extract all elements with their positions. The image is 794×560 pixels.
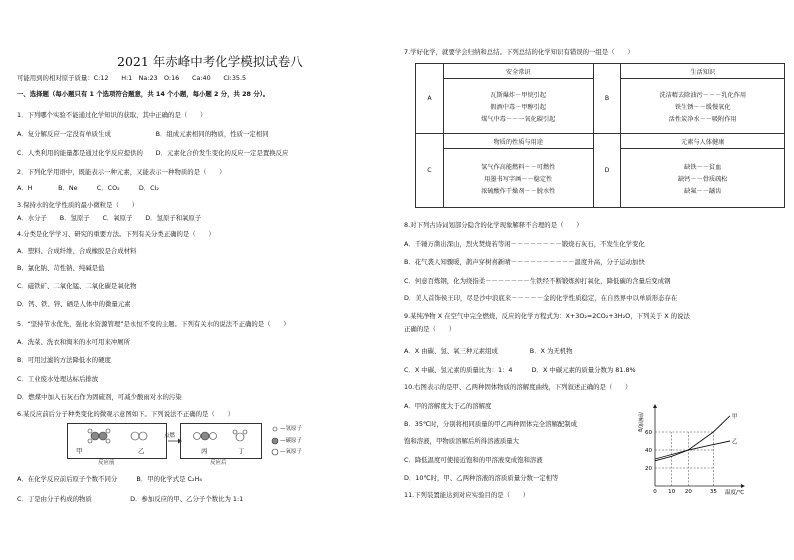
legend-c: —碳原子 <box>280 438 303 444</box>
series-line <box>655 416 730 461</box>
b-head: 生活知识 <box>621 64 785 79</box>
left-line: A．H B．Ne C．CO₂ D．Cl₂ <box>17 184 159 192</box>
right-line: A．千锤万凿出深山，烈火焚烧若等闲－－－－－－－－锻烧石灰石，不发生化学变化 <box>404 240 645 248</box>
left-line: 1．下列哪个实验不能通过化学知识的获取，其中正确的是（ ） <box>17 111 207 119</box>
right-line: C．降低温度可使接近饱和的甲溶液变成饱和溶液 <box>404 456 543 464</box>
left-line: 3.保持水的化学性质的最小微粒是（ ） <box>17 201 139 209</box>
right-line: D．美人首饰侯王印，尽是沙中浪底来－－－－－金的化学性质稳定，在自然界中以单质形态存在 <box>404 294 678 302</box>
right-line: 8.对下列古诗词划部分隐含的化学现象解释不合理的是（ ） <box>404 221 583 229</box>
a-line: 煤气中毒－－一氧化碳引起 <box>481 115 556 123</box>
right-line: 11.下列装置能达到对应实验目的是（ ） <box>404 491 530 499</box>
left-line: A．复分解反应一定没有单质生成 B．组成元素相同的物质，性质一定相同 <box>17 130 269 138</box>
left-line: B．可用过滤的方法降低水的硬度 <box>17 356 111 364</box>
left-line: A．塑料、合成纤维、合成橡胶是合成材料 <box>17 247 137 255</box>
label-yi: 乙 <box>138 447 145 455</box>
x-tick-label: 35 <box>709 489 717 495</box>
y-axis-label: 溶解度/g <box>637 412 643 432</box>
series-label: 乙 <box>732 439 738 445</box>
left-line: B．氯化钠、苛性钠、纯碱是盐 <box>17 264 105 272</box>
section-heading: 一、选择题（每小题只有 1 个选项符合题意，共 14 个小题，每小题 2 分，共 28 分）。 <box>17 90 270 98</box>
reaction-condition: 点燃 <box>164 433 176 439</box>
right-line: D．10℃时，甲、乙两种溶液的溶质质量分数一定相等 <box>404 474 559 482</box>
before-label: 反应前 <box>98 460 115 466</box>
after-label: 反应后 <box>210 460 227 466</box>
c-line: 浓硫酸作干燥剂－－脱水性 <box>481 187 556 195</box>
x-axis-arrow <box>741 484 745 488</box>
left-line: D．燃煤中加入石灰石作为固硫剂，可减少酸雨对水的污染 <box>17 393 182 401</box>
x-tick-label: 10 <box>668 489 676 495</box>
left-line: 5．“坚持节水优先，强化水资源管理”是永恒不变的主题。下列有关水的说法不正确的是（ ） <box>17 320 290 328</box>
c-line: 用墨书写字画－－稳定性 <box>484 175 553 183</box>
right-line: 正确的是（ ） <box>404 325 456 333</box>
right-line: C．X 中碳、氢元素的质量比为：1：4 D．X 中碳元素的质量分数为 81.8% <box>404 366 636 374</box>
row-c-label: C <box>416 134 444 208</box>
a-head: 安全常识 <box>443 64 593 79</box>
page-title: 2021 年赤峰中考化学模拟试卷八 <box>117 54 303 69</box>
left-line: 6.某反应前后分子种类变化的微观示意图如下。下列说法不正确的是（ ） <box>17 410 234 418</box>
row-a-label: A <box>416 64 444 134</box>
label-jia: 甲 <box>76 447 83 455</box>
b-line: 铁生锈－－缓慢氧化 <box>674 103 731 111</box>
right-line: C．何意百炼钢，化为绕指柔－－－－－－－生铁经不断锻炼掉打氧化，降低碳的含量后变成钢 <box>404 277 671 285</box>
left-line: A．水分子 B．氢原子 C．氧原子 D．氢原子和氧原子 <box>17 214 202 222</box>
x-tick-label: 20 <box>684 489 692 495</box>
y-tick-label: 20 <box>645 466 652 472</box>
left-line: D．钙、铁、锌、硒是人体中的微量元素 <box>17 300 131 308</box>
a-line: 假酒中毒－甲醇引起 <box>490 103 547 111</box>
right-line: A．X 由碳、氢、氧三种元素组成 B．X 为无机物 <box>404 347 573 355</box>
row-d-label: D <box>593 134 621 208</box>
c-head: 物质的性质与用途 <box>443 134 593 149</box>
b-line: 活性炭净水－－吸附作用 <box>668 115 737 123</box>
left-line: C．工业废水处理达标后排放 <box>17 375 99 383</box>
y-tick-label: 60 <box>645 430 652 436</box>
d-line: 缺钙－－骨质疏松 <box>677 175 728 183</box>
d-line: 缺氟－－龋齿 <box>684 187 722 195</box>
right-line: 饱和溶液，甲物质溶解后所得溶液质量大 <box>404 437 520 445</box>
left-line: A．洗菜、洗衣和淘米的水可用来冲厕所 <box>17 338 131 346</box>
x-tick-label: 0 <box>653 489 657 495</box>
left-line: C．磁铁矿、二氧化锰、二氧化碳是氧化物 <box>17 282 137 290</box>
legend-o: —氧原子 <box>280 449 303 455</box>
label-bing: 丙 <box>201 447 208 455</box>
y-tick-label: 40 <box>645 448 652 454</box>
d-head: 元素与人体健康 <box>621 134 785 149</box>
y-axis-arrow <box>653 404 657 408</box>
x-axis-label: 温度/℃ <box>725 490 745 496</box>
c-line: 氢气作高能燃料－－可燃性 <box>481 163 556 171</box>
left-line: C．人类利用的能量都是通过化学反应提供的 D．元素化合价发生变化的反应一定是置换反应 <box>17 149 289 157</box>
legend-h: —氢原子 <box>280 426 303 432</box>
right-line: B．35℃时，分别将相同质量的甲乙两种固体完全溶解配制成 <box>404 420 578 428</box>
a-line: 瓦斯爆炸－甲烷引起 <box>490 91 547 99</box>
atomic-masses: 可能用到的相对原子质量：C:12 H:1 Na:23 O:16 Ca:40 Cl:35.5 <box>17 74 247 82</box>
left-line: 2．下列化学用语中，既能表示一种元素，又能表示一种物质的是（ ） <box>17 168 226 176</box>
right-line: 9.某纯净物 X 在空气中完全燃烧，反应的化学方程式为：X+3O₂=2CO₂+3H₂O，下列关于 X 的说法 <box>404 312 690 320</box>
right-line: B．花气袭人知骤暖，鹊声穿树喜新晴－－－－－－－－－－温度升高，分子运动加快 <box>404 258 645 266</box>
q7-stem: 7.学好化学，就要学会归纳和总结。下列总结的化学知识有错误的一组是（ ） <box>404 48 634 56</box>
left-line: 4.分类是化学学习、研究的重要方法。下列有关分类正确的是（ ） <box>17 230 215 238</box>
b-line: 洗洁精去除油污－－－乳化作用 <box>659 91 747 99</box>
row-b-label: B <box>593 64 621 134</box>
q6-options-1: A．在化学反应前后原子个数不同分 B．甲的化学式是 C₂H₄ <box>17 475 202 483</box>
series-label: 甲 <box>732 413 738 420</box>
right-line: A．甲的溶解度大于乙的溶解度 <box>404 402 492 410</box>
q6-options-2: C．丁是由分子构成的物质 D．参加反应的甲、乙分子个数比为 1:1 <box>17 495 244 503</box>
label-ding: 丁 <box>238 447 245 455</box>
right-line: 10.右图表示的是甲、乙两种固体物质的溶解度曲线，下列叙述正确的是（ ） <box>404 383 632 391</box>
d-line: 缺铁－－贫血 <box>684 163 722 171</box>
